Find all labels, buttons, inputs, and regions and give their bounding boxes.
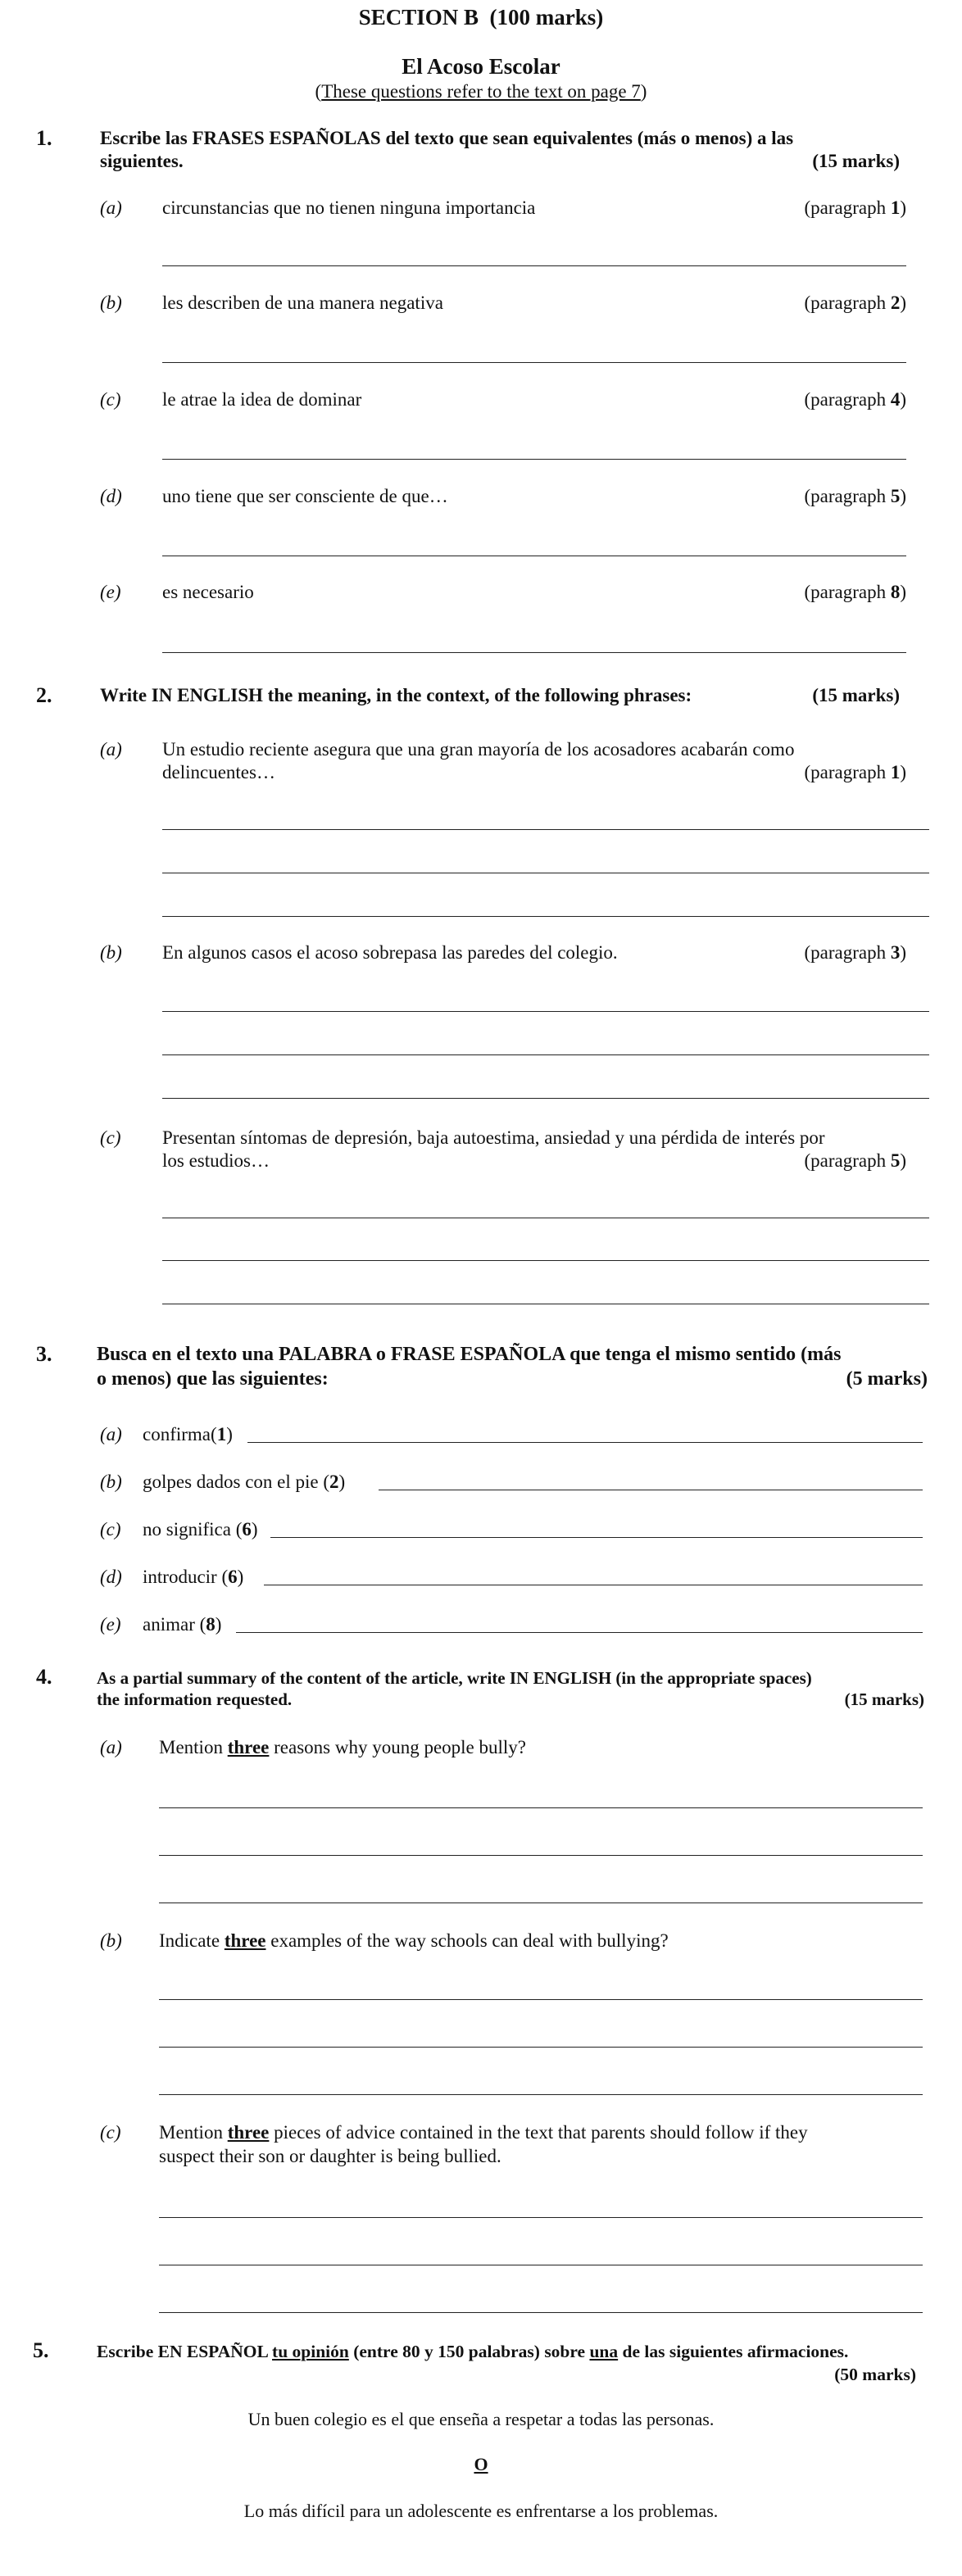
q1-item-letter: (c) bbox=[100, 389, 121, 410]
subtitle-text: These questions refer to the text on page 7 bbox=[321, 81, 641, 102]
q4-instruction: As a partial summary of the content of the article, write IN ENGLISH (in the appropriate spaces) bbox=[97, 1668, 812, 1688]
q2-item-letter: (a) bbox=[100, 739, 122, 760]
q4-marks: (15 marks) bbox=[844, 1689, 924, 1709]
q1-item-letter: (d) bbox=[100, 486, 122, 506]
section-label: SECTION B bbox=[358, 5, 479, 29]
q3-item-text: golpes dados con el pie (2) bbox=[143, 1472, 346, 1492]
q3-answer-line[interactable] bbox=[270, 1537, 923, 1538]
q5-statement-2: Lo más difícil para un adolescente es enfrentarse a los problemas. bbox=[243, 2501, 719, 2521]
q3-item-letter: (d) bbox=[100, 1567, 122, 1587]
q5-instruction: Escribe EN ESPAÑOL tu opinión (entre 80 y 150 palabras) sobre una de las siguientes afirmaciones. bbox=[97, 2342, 849, 2361]
q5-or: O bbox=[474, 2454, 488, 2474]
q1-item-letter: (b) bbox=[100, 293, 122, 313]
q4-item-text: Mention three reasons why young people bully? bbox=[159, 1737, 527, 1757]
q4-item-text: Indicate three examples of the way schools can deal with bullying? bbox=[159, 1930, 669, 1951]
q3-answer-line[interactable] bbox=[236, 1632, 923, 1633]
q2-answer-line[interactable] bbox=[162, 1260, 929, 1261]
q3-item-letter: (c) bbox=[100, 1519, 121, 1540]
q2-item-text: En algunos casos el acoso sobrepasa las paredes del colegio. bbox=[162, 942, 618, 963]
q3-number: 3. bbox=[36, 1342, 52, 1366]
q1-item-letter: (e) bbox=[100, 582, 121, 602]
q4-item-letter: (c) bbox=[100, 2122, 121, 2143]
q4-answer-line[interactable] bbox=[159, 1807, 923, 1808]
q2-marks: (15 marks) bbox=[812, 685, 900, 705]
q3-instruction-cont: o menos) que las siguientes: bbox=[97, 1368, 329, 1390]
q1-answer-line[interactable] bbox=[162, 652, 906, 653]
q4-item-text-cont: suspect their son or daughter is being bullied. bbox=[159, 2146, 501, 2166]
q3-item-letter: (a) bbox=[100, 1424, 122, 1444]
q2-item-letter: (b) bbox=[100, 942, 122, 963]
q2-item-text-cont: delincuentes… bbox=[162, 762, 275, 782]
q1-item-ref: (paragraph 1) bbox=[804, 197, 906, 218]
q2-item-ref: (paragraph 5) bbox=[804, 1150, 906, 1171]
q3-item-text: no significa (6) bbox=[143, 1519, 258, 1540]
q2-answer-line[interactable] bbox=[162, 916, 929, 917]
q2-item-ref: (paragraph 3) bbox=[804, 942, 906, 963]
q4-answer-line[interactable] bbox=[159, 1999, 923, 2000]
q3-item-letter: (b) bbox=[100, 1472, 122, 1492]
q2-answer-line[interactable] bbox=[162, 829, 929, 830]
q2-item-ref: (paragraph 1) bbox=[804, 762, 906, 782]
q1-item-text: les describen de una manera negativa bbox=[162, 293, 443, 313]
q4-answer-line[interactable] bbox=[159, 2047, 923, 2048]
q3-item-text: animar (8) bbox=[143, 1614, 222, 1635]
q1-item-text: le atrae la idea de dominar bbox=[162, 389, 362, 410]
q2-answer-line[interactable] bbox=[162, 1011, 929, 1012]
q1-instruction-cont: siguientes. bbox=[100, 151, 184, 171]
q4-answer-line[interactable] bbox=[159, 1855, 923, 1856]
q1-item-text: es necesario bbox=[162, 582, 254, 602]
q5-marks: (50 marks) bbox=[834, 2365, 916, 2384]
section-heading bbox=[0, 5, 962, 30]
q5-number: 5. bbox=[33, 2338, 49, 2362]
q1-answer-line[interactable] bbox=[162, 459, 906, 460]
q3-answer-line[interactable] bbox=[247, 1442, 923, 1443]
q5-statement-1: Un buen colegio es el que enseña a respetar a todas las personas. bbox=[247, 2409, 715, 2429]
q1-item-text: uno tiene que ser consciente de que… bbox=[162, 486, 448, 506]
q1-number: 1. bbox=[36, 126, 52, 150]
section-marks: (100 marks) bbox=[489, 5, 604, 29]
q1-marks: (15 marks) bbox=[812, 151, 900, 171]
q1-item-text: circunstancias que no tienen ninguna importancia bbox=[162, 197, 536, 218]
q2-item-text: Presentan síntomas de depresión, baja autoestima, ansiedad y una pérdida de interés por bbox=[162, 1127, 825, 1148]
q4-answer-line[interactable] bbox=[159, 2312, 923, 2313]
q2-answer-line[interactable] bbox=[162, 1054, 929, 1055]
q1-answer-line[interactable] bbox=[162, 265, 906, 266]
q3-marks: (5 marks) bbox=[846, 1368, 928, 1390]
page-subtitle: (These questions refer to the text on page 7) bbox=[315, 81, 647, 102]
q2-item-text: Un estudio reciente asegura que una gran mayoría de los acosadores acabarán como bbox=[162, 739, 795, 760]
q3-item-letter: (e) bbox=[100, 1614, 121, 1635]
q3-item-text: confirma(1) bbox=[143, 1424, 233, 1444]
q2-instruction: Write IN ENGLISH the meaning, in the context, of the following phrases: bbox=[100, 685, 692, 705]
q1-item-letter: (a) bbox=[100, 197, 122, 218]
q2-answer-line[interactable] bbox=[162, 1098, 929, 1099]
q1-item-ref: (paragraph 2) bbox=[804, 293, 906, 313]
q4-item-text: Mention three pieces of advice contained in the text that parents should follow if they bbox=[159, 2122, 808, 2143]
q4-answer-line[interactable] bbox=[159, 2094, 923, 2095]
q3-instruction: Busca en el texto una PALABRA o FRASE ESPAÑOLA que tenga el mismo sentido (más bbox=[97, 1344, 842, 1365]
q2-item-letter: (c) bbox=[100, 1127, 121, 1148]
q2-number: 2. bbox=[36, 683, 52, 707]
q4-number: 4. bbox=[36, 1665, 52, 1689]
q1-item-ref: (paragraph 5) bbox=[804, 486, 906, 506]
q1-instruction: Escribe las FRASES ESPAÑOLAS del texto que sean equivalentes (más o menos) a las bbox=[100, 128, 794, 148]
q4-instruction-cont: the information requested. bbox=[97, 1689, 293, 1709]
q1-answer-line[interactable] bbox=[162, 362, 906, 363]
q2-item-text-cont: los estudios… bbox=[162, 1150, 270, 1171]
q4-item-letter: (b) bbox=[100, 1930, 122, 1951]
q1-item-ref: (paragraph 8) bbox=[804, 582, 906, 602]
q4-answer-line[interactable] bbox=[159, 2217, 923, 2218]
q4-item-letter: (a) bbox=[100, 1737, 122, 1757]
page-title: El Acoso Escolar bbox=[402, 54, 560, 79]
q1-item-ref: (paragraph 4) bbox=[804, 389, 906, 410]
q3-item-text: introducir (6) bbox=[143, 1567, 244, 1587]
